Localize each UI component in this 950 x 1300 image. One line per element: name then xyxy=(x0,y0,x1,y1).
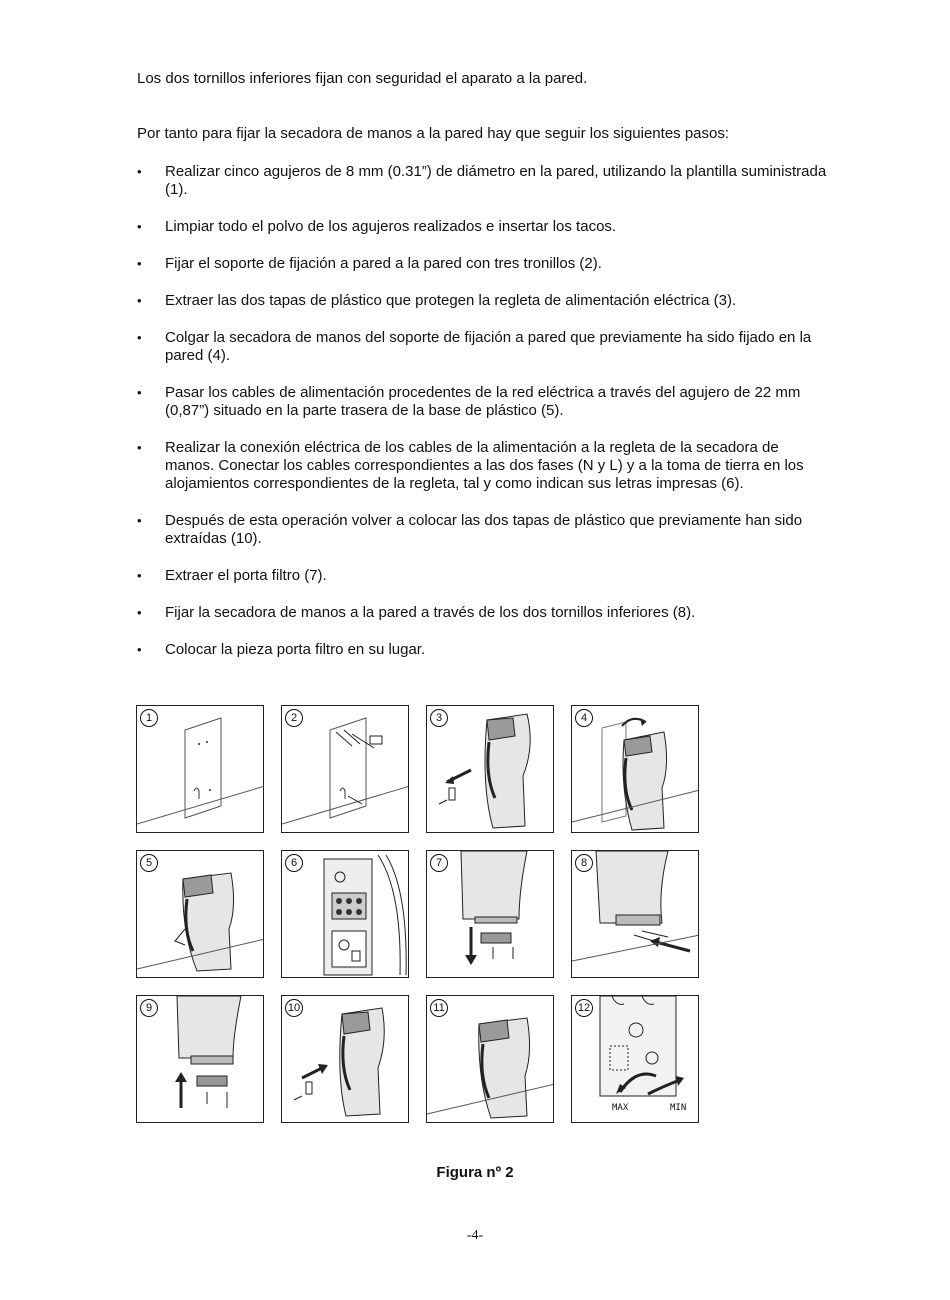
step-text: Fijar el soporte de fijación a pared a la pared con tres tronillos (2). xyxy=(165,255,602,272)
panel-number: 12 xyxy=(575,999,593,1017)
bullet-icon: • xyxy=(137,256,142,271)
lead-paragraph: Por tanto para fijar la secadora de manos a la pared hay que seguir los siguientes pasos: xyxy=(137,125,730,142)
insert-filter-illustration xyxy=(137,996,264,1123)
figure-panel-1 xyxy=(136,705,264,833)
bullet-icon: • xyxy=(137,293,142,308)
panel-number: 10 xyxy=(285,999,303,1017)
figure-panel-8 xyxy=(571,850,699,978)
step-text: Extraer las dos tapas de plástico que protegen la regleta de alimentación eléctrica (3). xyxy=(165,292,737,309)
figure-panel-9 xyxy=(136,995,264,1123)
figure-panel-4 xyxy=(571,705,699,833)
bullet-icon: • xyxy=(137,385,142,400)
replace-covers-illustration xyxy=(282,996,409,1123)
page-number: -4- xyxy=(466,1228,484,1243)
step-text: Realizar la conexión eléctrica de los cables de la alimentación a la regleta de la secadora de manos. Conectar los cables correspondientes a las dos fases (N y L) y a la toma de tierra en los alojamientos correspondientes de la regleta, tal y como indican sus letras impresas (6). xyxy=(165,439,804,492)
figure-panel-5 xyxy=(136,850,264,978)
bullet-icon: • xyxy=(137,605,142,620)
list-item xyxy=(137,439,827,493)
intro-paragraph: Los dos tornillos inferiores fijan con seguridad el aparato a la pared. xyxy=(137,70,588,87)
list-item xyxy=(137,384,827,420)
cable-routing-illustration xyxy=(137,851,264,978)
bullet-icon: • xyxy=(137,330,142,345)
terminal-block-illustration xyxy=(282,851,409,978)
figure-panel-7 xyxy=(426,850,554,978)
remove-covers-illustration xyxy=(427,706,554,833)
bullet-icon: • xyxy=(137,219,142,234)
list-item xyxy=(137,567,827,585)
bullet-icon: • xyxy=(137,568,142,583)
panel-number: 11 xyxy=(430,999,448,1017)
list-item xyxy=(137,163,827,199)
installation-figure-grid xyxy=(136,705,700,1123)
figure-caption: Figura nº 2 xyxy=(436,1164,514,1181)
list-item xyxy=(137,329,827,365)
panel-number: 5 xyxy=(140,854,158,872)
bullet-icon: • xyxy=(137,642,142,657)
step-text: Extraer el porta filtro (7). xyxy=(165,567,327,584)
bullet-icon: • xyxy=(137,513,142,528)
list-item xyxy=(137,641,827,659)
list-item xyxy=(137,604,827,622)
bullet-icon: • xyxy=(137,440,142,455)
wall-template-illustration xyxy=(137,706,264,833)
panel-number: 7 xyxy=(430,854,448,872)
panel-number: 8 xyxy=(575,854,593,872)
installed-dryer-illustration xyxy=(427,996,554,1123)
figure-panel-2 xyxy=(281,705,409,833)
adjustment-illustration xyxy=(572,996,699,1123)
step-text: Limpiar todo el polvo de los agujeros realizados e insertar los tacos. xyxy=(165,218,617,235)
panel-number: 6 xyxy=(285,854,303,872)
figure-panel-3 xyxy=(426,705,554,833)
list-item xyxy=(137,512,827,548)
list-item xyxy=(137,255,827,273)
panel-number: 2 xyxy=(285,709,303,727)
max-label: MAX xyxy=(612,1103,629,1113)
bottom-screws-illustration xyxy=(572,851,699,978)
bracket-screws-illustration xyxy=(282,706,409,833)
step-text: Colgar la secadora de manos del soporte de fijación a pared que previamente ha sido fijado en la pared (4). xyxy=(165,329,812,364)
figure-panel-11 xyxy=(426,995,554,1123)
panel-number: 1 xyxy=(140,709,158,727)
hang-dryer-illustration xyxy=(572,706,699,833)
panel-number: 4 xyxy=(575,709,593,727)
step-text: Fijar la secadora de manos a la pared a través de los dos tornillos inferiores (8). xyxy=(165,604,696,621)
min-label: MIN xyxy=(670,1103,687,1113)
bullet-icon: • xyxy=(137,164,142,179)
remove-filter-illustration xyxy=(427,851,554,978)
panel-number: 9 xyxy=(140,999,158,1017)
step-text: Pasar los cables de alimentación procedentes de la red eléctrica a través del agujero de 22 mm (0,87”) situado en la parte trasera de la base de plástico (5). xyxy=(165,384,801,419)
figure-panel-6 xyxy=(281,850,409,978)
list-item xyxy=(137,292,827,310)
list-item xyxy=(137,218,827,236)
step-text: Después de esta operación volver a colocar las dos tapas de plástico que previamente han sido extraídas (10). xyxy=(165,512,803,547)
panel-number: 3 xyxy=(430,709,448,727)
figure-panel-12 xyxy=(571,995,699,1123)
step-text: Realizar cinco agujeros de 8 mm (0.31”) de diámetro en la pared, utilizando la plantilla suministrada (1). xyxy=(165,163,827,198)
figure-panel-10 xyxy=(281,995,409,1123)
step-text: Colocar la pieza porta filtro en su lugar. xyxy=(165,641,426,658)
installation-steps-list xyxy=(137,163,827,678)
